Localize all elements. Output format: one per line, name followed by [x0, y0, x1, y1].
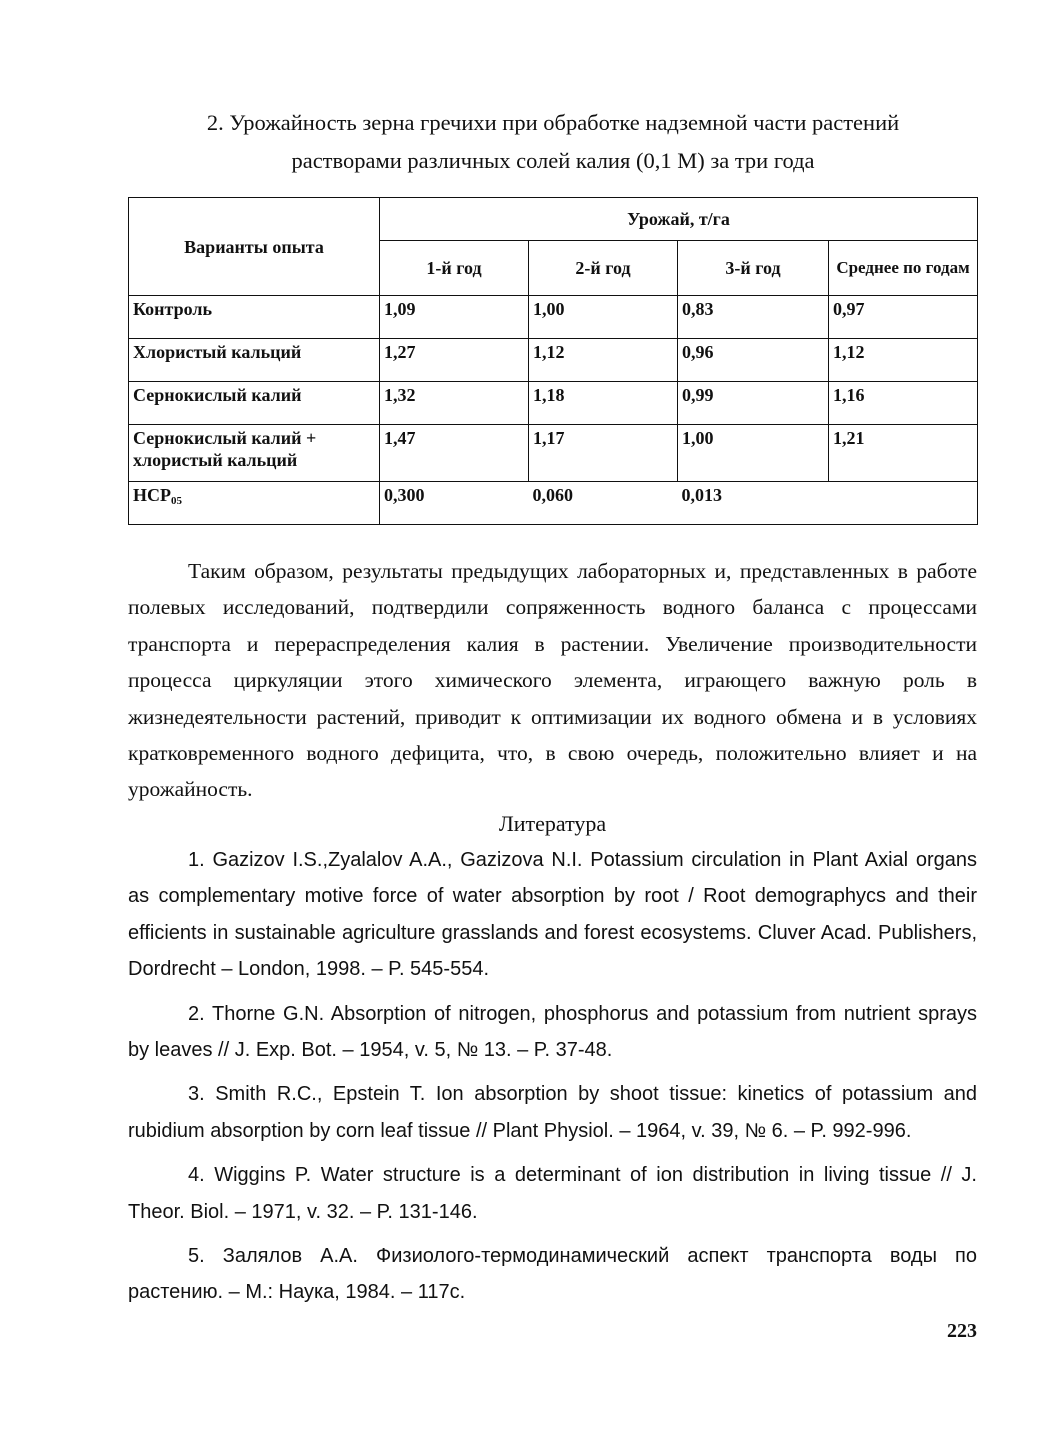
cell-value: 1,09: [380, 296, 529, 339]
cell-value: 1,32: [380, 382, 529, 425]
cell-value: 1,00: [529, 296, 678, 339]
header-col-1: 1-й год: [380, 241, 529, 296]
yield-table: [128, 197, 978, 525]
table-row: [129, 296, 978, 339]
cell-value: 0,013: [678, 482, 829, 525]
cell-value: 1,16: [829, 382, 978, 425]
header-variant: Варианты опыта: [129, 198, 380, 296]
table-header-row: [129, 198, 978, 241]
cell-value: 0,96: [678, 339, 829, 382]
reference-item: 2. Thorne G.N. Absorption of nitrogen, phosphorus and potassium from nutrient sprays by leaves // J. Exp. Bot. – 1954, v. 5, № 13. – P. 37-48.: [128, 1002, 977, 1062]
header-col-2: 2-й год: [529, 241, 678, 296]
body-paragraph: Таким образом, результаты предыдущих лабораторных и, представленных в работе полевых исследований, подтвердили сопряженность водного баланса с процессами транспорта и перераспределения калия в растении. Увеличение производительности процесса циркуляции этого химического элемента, играющего важную роль в жизнедеятельности растений, приводит к оптимизации их водного обмена и в условиях кратковременного водного дефицита, что, в свою очередь, положительно влияет и на урожайность.: [128, 559, 977, 802]
cell-value: 1,21: [829, 425, 978, 482]
cell-value: 0,99: [678, 382, 829, 425]
cell-value: 1,12: [529, 339, 678, 382]
cell-value: 0,97: [829, 296, 978, 339]
cell-value: 0,300: [380, 482, 529, 525]
cell-value: 0,83: [678, 296, 829, 339]
hsr-label: [129, 482, 380, 525]
cell-empty: [829, 482, 978, 525]
cell-value: 1,47: [380, 425, 529, 482]
header-col-3: 3-й год: [678, 241, 829, 296]
caption-line-2: растворами различных солей калия (0,1 М) за три года: [291, 148, 815, 173]
reference-item: 5. Залялов А.А. Физиолого-термодинамический аспект транспорта воды по растению. – М.: Наука, 1984. – 117с.: [128, 1245, 977, 1304]
header-col-avg: Среднее по годам: [829, 241, 978, 296]
table-row-hsr: [129, 482, 978, 525]
cell-value: 0,060: [529, 482, 678, 525]
reference-list: [128, 842, 977, 1319]
row-label: Сернокислый калий + хлористый кальций: [129, 425, 380, 482]
caption-line-1: 2. Урожайность зерна гречихи при обработке надземной части растений: [206, 110, 900, 135]
reference-item: 4. Wiggins P. Water structure is a determinant of ion distribution in living tissue // J. Theor. Biol. – 1971, v. 32. – P. 131-146.: [128, 1164, 977, 1223]
table-row: [129, 382, 978, 425]
table-caption: [130, 104, 976, 180]
reference-item: 3. Smith R.C., Epstein T. Ion absorption by shoot tissue: kinetics of potassium and rubidium absorption by corn leaf tissue // Plant Physiol. – 1964, v. 39, № 6. – P. 992-996.: [128, 1083, 977, 1142]
cell-value: 1,00: [678, 425, 829, 482]
row-label: Сернокислый калий: [129, 382, 380, 425]
table-row: [129, 339, 978, 382]
row-label: Контроль: [129, 296, 380, 339]
cell-value: 1,17: [529, 425, 678, 482]
body-text: [128, 553, 977, 808]
reference-item: 1. Gazizov I.S.,Zyalalov A.A., Gazizova N.I. Potassium circulation in Plant Axial organs as complementary motive force of water absorption by root / Root demographycs and their efficients in sustainable agriculture grasslands and forest ecosystems. Cluver Acad. Publishers, Dordrecht – London, 1998. – P. 545-554.: [128, 849, 977, 981]
cell-value: 1,18: [529, 382, 678, 425]
header-yield: Урожай, т/га: [380, 198, 978, 241]
hsr-label-main: НСР: [133, 485, 171, 505]
cell-value: 1,27: [380, 339, 529, 382]
table-row: [129, 425, 978, 482]
hsr-label-sub: 05: [171, 495, 182, 507]
literature-heading: Литература: [498, 811, 607, 836]
cell-value: 1,12: [829, 339, 978, 382]
page-number: 223: [947, 1320, 977, 1342]
row-label: Хлористый кальций: [129, 339, 380, 382]
